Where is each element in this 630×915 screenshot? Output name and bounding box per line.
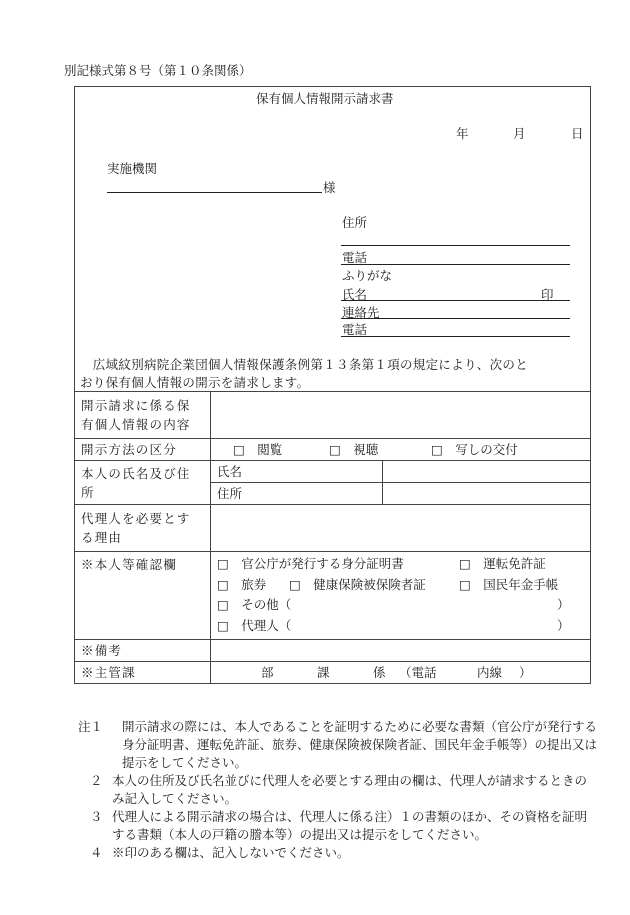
- confirm-label: ※本人等確認欄: [75, 552, 211, 640]
- confirm-row: [75, 552, 591, 640]
- contact-underline: [341, 318, 570, 319]
- date-year: 年: [456, 126, 469, 141]
- confirm-driver-license[interactable]: □ 運転免許証: [459, 556, 546, 571]
- content-row: [75, 392, 591, 439]
- form-number: 別記様式第８号（第１０条関係）: [64, 63, 252, 78]
- remarks-field[interactable]: [211, 640, 591, 662]
- seal-mark: 印: [541, 287, 554, 302]
- agency-label: 実施機関: [107, 161, 158, 176]
- confirm-agent[interactable]: □ 代理人（: [217, 617, 292, 633]
- note-1: 注１ 開示請求の際には、本人であることを証明するために必要な書類（官公庁が発行する身分証明書、運転免許証、旅券、健康保険被保険者証、国民年金手帳等）の提出又は提示をしてください。: [78, 719, 598, 770]
- dept-close: ）: [519, 665, 532, 680]
- agent-row: [75, 505, 591, 552]
- confirm-other[interactable]: □ その他（: [217, 597, 292, 612]
- method-option-copy[interactable]: □ 写しの交付: [431, 442, 518, 457]
- method-label: 開示方法の区分: [75, 439, 211, 461]
- method-option-listen[interactable]: □ 視聴: [329, 442, 379, 457]
- method-options: [211, 439, 591, 461]
- name-underline: [341, 300, 570, 301]
- confirm-other-close: ）: [557, 597, 570, 612]
- confirm-passport[interactable]: □ 旅券: [217, 576, 267, 592]
- person-name-extra[interactable]: [383, 461, 591, 483]
- content-label: 開示請求に係る保 有個人情報の内容: [75, 392, 211, 439]
- person-address-extra[interactable]: [383, 483, 591, 505]
- method-option-view[interactable]: □ 閲覧: [233, 442, 283, 457]
- request-text-line1: 広域紋別病院企業団個人情報保護条例第１３条第１項の規定により、次のと: [80, 357, 529, 372]
- confirm-id-card[interactable]: □ 官公庁が発行する身分証明書: [217, 556, 404, 571]
- dept-label: ※主管課: [75, 662, 211, 684]
- person-label: 本人の氏名及び住 所: [75, 461, 211, 505]
- dept-field: [211, 662, 591, 684]
- contact-phone-underline: [341, 336, 570, 337]
- address-underline: [341, 245, 570, 246]
- agency-underline: [107, 192, 322, 193]
- contact-label: 連絡先: [342, 305, 380, 320]
- furigana-label: ふりがな: [342, 268, 393, 283]
- dept-phone: （電話: [399, 665, 437, 680]
- request-table: [74, 391, 591, 684]
- method-row: [75, 439, 591, 461]
- content-field[interactable]: [211, 392, 591, 439]
- requester-phone-label: 電話: [342, 250, 368, 265]
- dept-row: [75, 662, 591, 684]
- dept-ext: 内線: [477, 665, 503, 680]
- request-text-line2: おり保有個人情報の開示を請求します。: [80, 375, 310, 390]
- person-name-field[interactable]: 氏名: [211, 461, 383, 483]
- agent-label: 代理人を必要とす る理由: [75, 505, 211, 552]
- note-2: ２ 本人の住所及び氏名並びに代理人を必要とする理由の欄は、代理人が請求するときのみ記入してください。: [90, 773, 588, 806]
- requester-name-label: 氏名: [342, 287, 368, 302]
- dept-bu: 部: [261, 665, 274, 680]
- requester-address-label: 住所: [342, 215, 368, 230]
- confirm-pension-book[interactable]: □ 国民年金手帳: [459, 576, 559, 592]
- remarks-row: [75, 640, 591, 662]
- dept-ka: 課: [317, 665, 330, 680]
- notes: [78, 718, 598, 862]
- honorific: 様: [323, 180, 336, 195]
- date-day: 日: [571, 126, 584, 141]
- dept-kakari: 係: [373, 665, 386, 680]
- confirm-health-insurance[interactable]: □ 健康保険被保険者証: [289, 576, 426, 592]
- form-title: 保有個人情報開示請求書: [256, 91, 394, 106]
- person-row-name: [75, 461, 591, 483]
- confirm-options: [211, 552, 591, 640]
- phone-underline: [341, 264, 570, 265]
- note-3: ３ 代理人による開示請求の場合は、代理人に係る注）１の書類のほか、その資格を証明する書類（本人の戸籍の謄本等）の提出又は提示をしてください。: [90, 809, 588, 842]
- agent-reason-field[interactable]: [211, 505, 591, 552]
- note-4: ４ ※印のある欄は、記入しないでください。: [90, 845, 350, 860]
- date-month: 月: [513, 126, 526, 141]
- person-address-field[interactable]: 住所: [211, 483, 383, 505]
- contact-phone-label: 電話: [342, 322, 368, 337]
- remarks-label: ※備考: [75, 640, 211, 662]
- confirm-agent-close: ）: [557, 617, 570, 633]
